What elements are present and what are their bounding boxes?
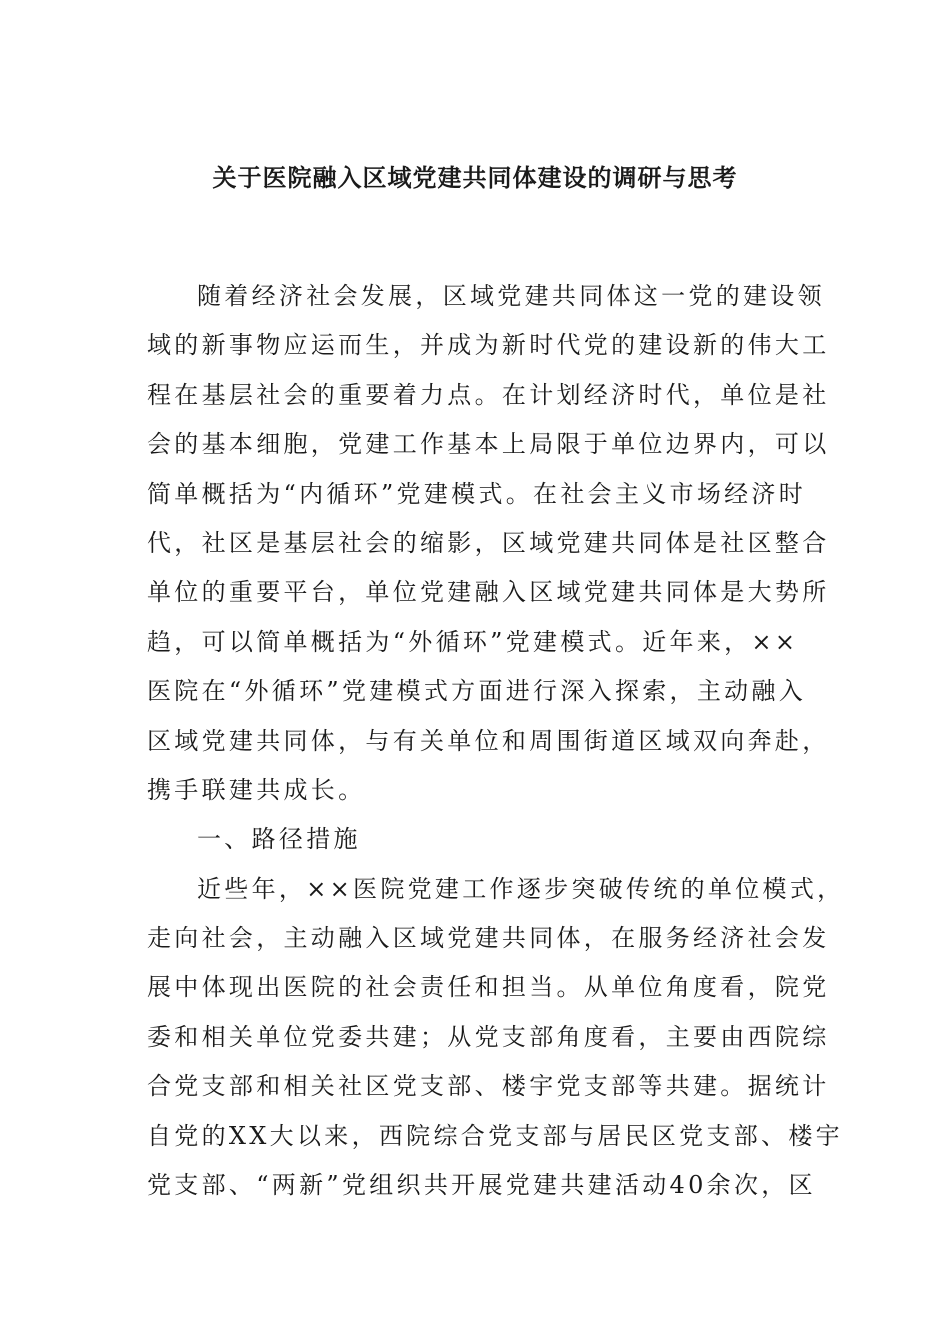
- document-body: [147, 272, 845, 1210]
- text-line: 随着经济社会发展，区域党建共同体这一党的建设领: [197, 282, 825, 310]
- text-line: 单位的重要平台，单位党建融入区域党建共同体是大势所: [147, 578, 830, 607]
- text-line: 区域党建共同体，与有关单位和周围街道区域双向奔赴，: [147, 726, 830, 755]
- text-line: 医院在“外循环”党建模式方面进行深入探索，主动融入: [147, 677, 807, 706]
- text-line: 域的新事物应运而生，并成为新时代党的建设新的伟大工: [147, 331, 830, 360]
- text-line: 党支部、“两新”党组织共开展党建共建活动40余次，区: [147, 1171, 816, 1200]
- text-line: 自党的XX大以来，西院综合党支部与居民区党支部、楼宇: [147, 1121, 843, 1150]
- section-1-heading: 一、路径措施: [197, 825, 361, 854]
- paragraph-2: [147, 865, 845, 1211]
- text-line: 近些年，××医院党建工作逐步突破传统的单位模式，: [197, 874, 845, 903]
- text-line: 展中体现出医院的社会责任和担当。从单位角度看，院党: [147, 973, 830, 1002]
- text-line: 携手联建共成长。: [147, 775, 366, 804]
- text-line: 委和相关单位党委共建；从党支部角度看，主要由西院综: [147, 1022, 830, 1051]
- section-heading: [147, 815, 819, 864]
- text-line: 程在基层社会的重要着力点。在计划经济时代，单位是社: [147, 380, 830, 409]
- paragraph-1: [147, 272, 830, 815]
- text-line: 会的基本细胞，党建工作基本上局限于单位边界内，可以: [147, 430, 830, 459]
- text-line: 代，社区是基层社会的缩影，区域党建共同体是社区整合: [147, 528, 830, 557]
- text-line: 简单概括为“内循环”党建模式。在社会主义市场经济时: [147, 479, 807, 508]
- text-line: 合党支部和相关社区党支部、楼宇党支部等共建。据统计: [147, 1072, 830, 1101]
- text-line: 走向社会，主动融入区域党建共同体，在服务经济社会发: [147, 924, 830, 953]
- text-line: 趋，可以简单概括为“外循环”党建模式。近年来，××: [147, 627, 799, 656]
- document-title: 关于医院融入区域党建共同体建设的调研与思考: [212, 163, 738, 192]
